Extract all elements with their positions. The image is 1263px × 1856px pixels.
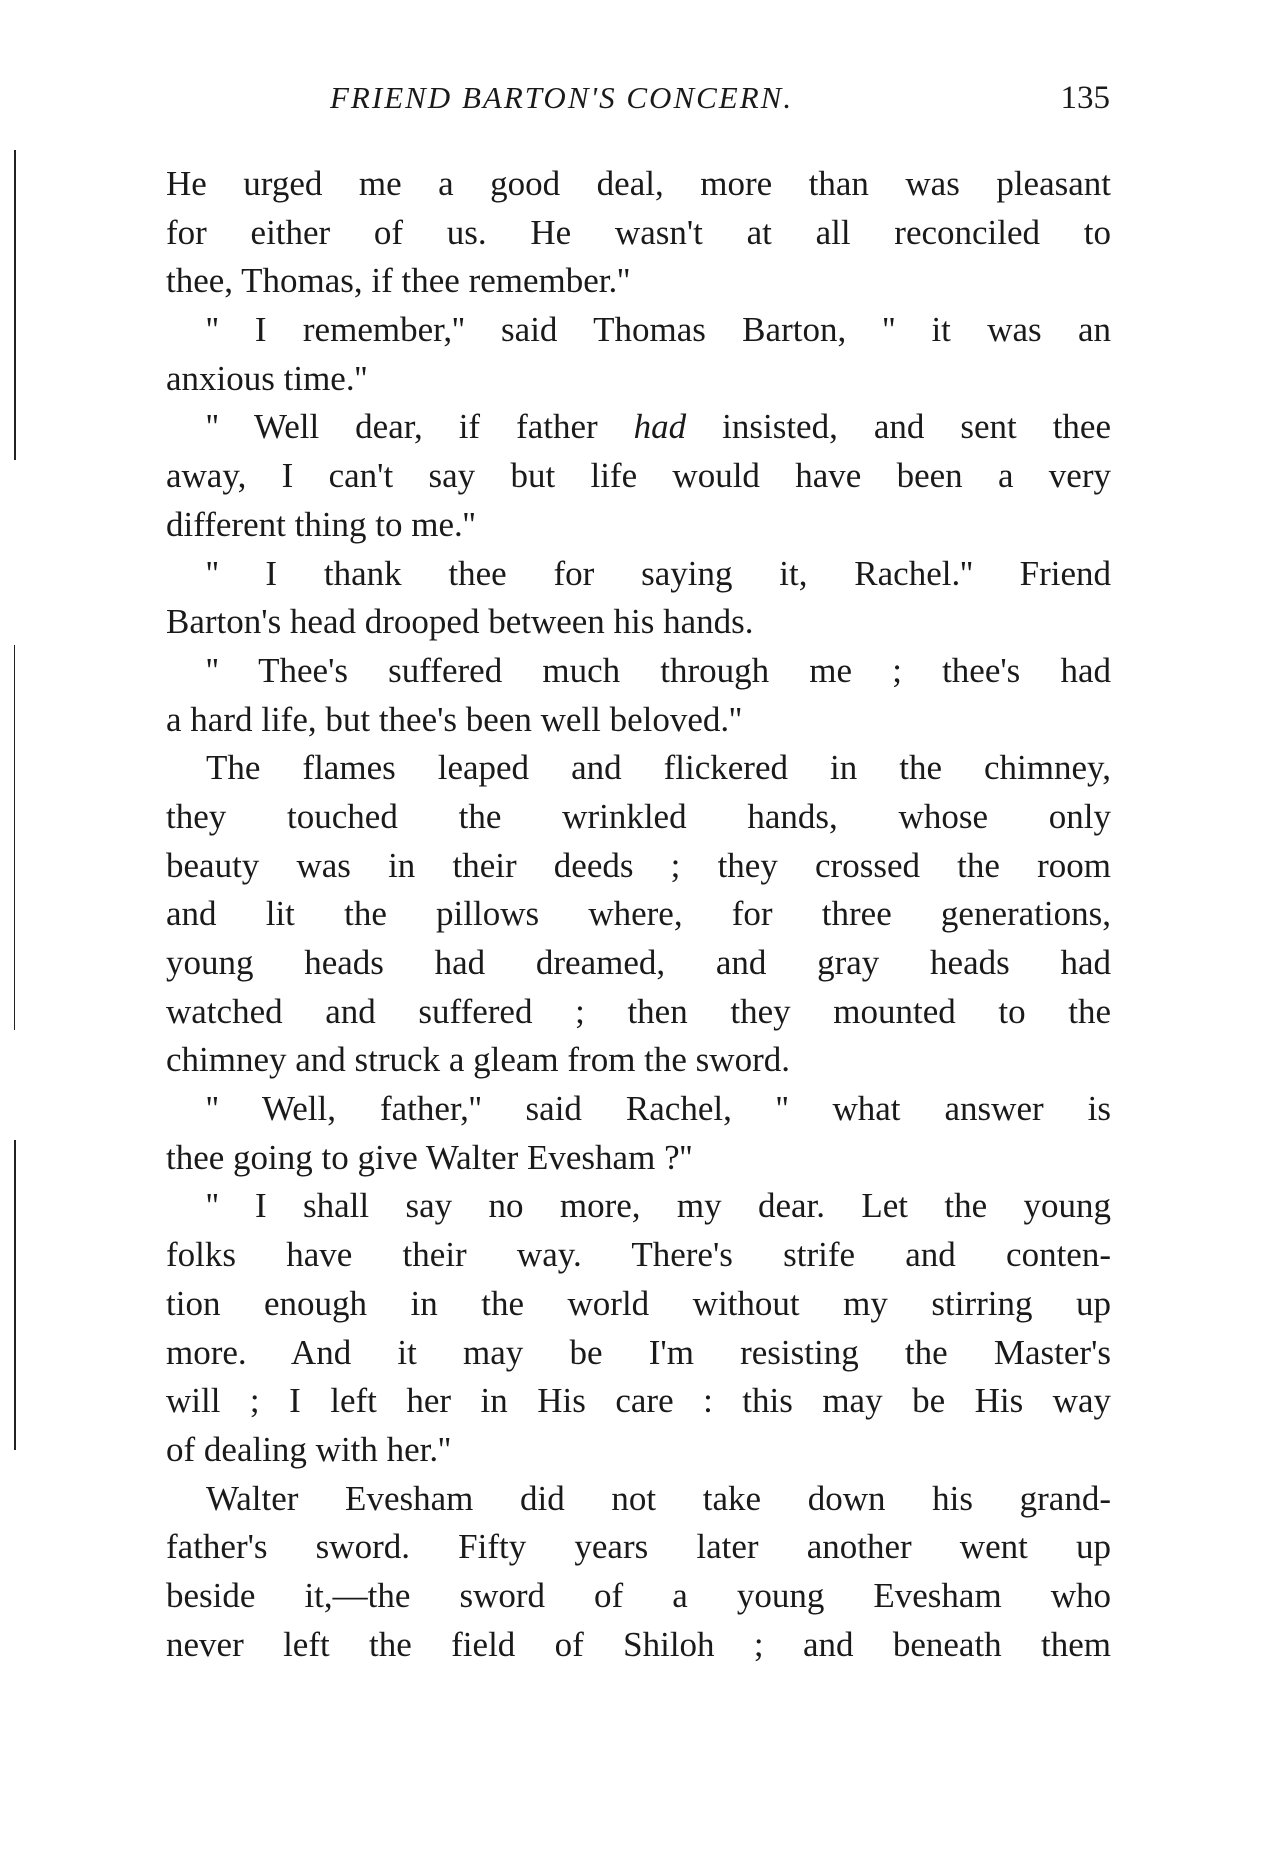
text-line <box>166 1329 1111 1378</box>
text-line <box>166 501 1111 550</box>
line-content <box>206 1182 1111 1231</box>
line-content <box>166 1280 1111 1329</box>
line-text: they touched the wrinkled hands, whose only <box>166 796 1111 836</box>
line-content <box>166 939 1111 988</box>
line-content <box>166 1377 1111 1426</box>
line-text: will ; I left her in His care : this may be His way <box>166 1381 1111 1421</box>
line-content <box>166 257 1111 306</box>
text-line <box>166 355 1111 404</box>
line-content <box>166 501 1111 550</box>
line-content <box>166 355 1111 404</box>
line-content <box>166 160 1111 209</box>
line-text: young heads had dreamed, and gray heads had <box>166 943 1111 982</box>
scan-artifact <box>14 1140 16 1450</box>
line-text: Barton's head drooped between his hands. <box>166 602 754 642</box>
text-line <box>166 403 1111 452</box>
line-text: more. And it may be I'm resisting the Master's <box>166 1332 1111 1372</box>
line-content <box>166 209 1111 258</box>
line-content <box>206 306 1111 355</box>
text-line <box>166 1572 1111 1621</box>
line-text: for either of us. He wasn't at all reconciled to <box>166 212 1111 252</box>
text-line <box>166 1377 1111 1426</box>
text-line <box>166 550 1111 599</box>
text-line <box>166 1134 1111 1183</box>
line-text: beauty was in their deeds ; they crossed the room <box>166 845 1111 885</box>
line-text: beside it,—the sword of a young Evesham who <box>166 1575 1111 1615</box>
body-text <box>166 160 1111 1669</box>
line-text: of dealing with her.'' <box>166 1429 451 1469</box>
line-text: tion enough in the world without my stirring up <box>166 1283 1111 1323</box>
text-line <box>166 1280 1111 1329</box>
line-content <box>166 1231 1111 1280</box>
line-content <box>166 793 1111 842</box>
line-text: '' I remember,'' said Thomas Barton, '' it was an <box>206 310 1111 350</box>
emphasized-word: had <box>633 407 687 447</box>
line-text: and lit the pillows where, for three generations, <box>166 894 1111 934</box>
text-line <box>166 647 1111 696</box>
line-text: chimney and struck a gleam from the sword. <box>166 1040 790 1080</box>
text-line <box>166 209 1111 258</box>
line-text: away, I can't say but life would have been a very <box>166 456 1111 496</box>
scan-artifact <box>14 150 16 460</box>
text-line <box>166 1426 1111 1475</box>
line-text: '' Well dear, if father <box>206 407 634 447</box>
running-title: FRIEND BARTON'S CONCERN. <box>330 80 794 115</box>
line-content <box>166 1621 1111 1670</box>
text-line <box>166 1621 1111 1670</box>
line-text: '' I thank thee for saying it, Rachel.'' Friend <box>206 553 1111 593</box>
line-content <box>206 744 1111 793</box>
line-text: Walter Evesham did not take down his grand- <box>206 1478 1111 1518</box>
text-line <box>166 1036 1111 1085</box>
line-text: watched and suffered ; then they mounted to the <box>166 991 1111 1031</box>
line-text: The flames leaped and flickered in the chimney, <box>206 748 1111 788</box>
line-content <box>166 1329 1111 1378</box>
text-line <box>166 890 1111 939</box>
text-line <box>166 1182 1111 1231</box>
line-content <box>206 403 1111 452</box>
text-line <box>166 1231 1111 1280</box>
line-content <box>166 988 1111 1037</box>
line-content <box>166 1036 1111 1085</box>
line-content <box>166 890 1111 939</box>
line-text: thee going to give Walter Evesham ?'' <box>166 1137 693 1177</box>
line-text: insisted, and sent thee <box>686 407 1111 447</box>
text-line <box>166 160 1111 209</box>
text-line <box>166 696 1111 745</box>
text-line <box>166 793 1111 842</box>
text-line <box>166 1085 1111 1134</box>
text-line <box>166 939 1111 988</box>
page-number: 135 <box>1060 80 1110 116</box>
line-content <box>166 1523 1111 1572</box>
line-text: folks have their way. There's strife and conten- <box>166 1235 1111 1275</box>
text-line <box>166 257 1111 306</box>
line-content <box>166 452 1111 501</box>
line-content <box>166 842 1111 891</box>
line-text: '' Well, father,'' said Rachel, '' what answer is <box>206 1089 1111 1129</box>
line-content <box>206 1475 1111 1524</box>
scan-artifact <box>14 645 15 1030</box>
line-content <box>206 550 1111 599</box>
line-text: father's sword. Fifty years later another went up <box>166 1527 1111 1567</box>
page-header <box>330 80 1110 124</box>
line-content <box>206 1085 1111 1134</box>
line-text: '' I shall say no more, my dear. Let the young <box>206 1186 1111 1226</box>
line-text: '' Thee's suffered much through me ; thee's had <box>206 650 1111 690</box>
line-content <box>166 1426 1111 1475</box>
line-text: different thing to me.'' <box>166 504 476 544</box>
line-content <box>166 1572 1111 1621</box>
line-text: He urged me a good deal, more than was pleasant <box>166 164 1111 203</box>
line-text: a hard life, but thee's been well beloved.'' <box>166 699 742 739</box>
line-content <box>166 696 1111 745</box>
text-line <box>166 1475 1111 1524</box>
line-text: never left the field of Shiloh ; and beneath them <box>166 1624 1111 1664</box>
line-content <box>166 1134 1111 1183</box>
line-text: anxious time.'' <box>166 358 368 398</box>
text-line <box>166 306 1111 355</box>
text-line <box>166 744 1111 793</box>
line-content <box>166 598 1111 647</box>
text-line <box>166 842 1111 891</box>
line-text: thee, Thomas, if thee remember.'' <box>166 261 630 301</box>
text-line <box>166 452 1111 501</box>
text-line <box>166 1523 1111 1572</box>
line-content <box>206 647 1111 696</box>
text-line <box>166 598 1111 647</box>
text-line <box>166 988 1111 1037</box>
